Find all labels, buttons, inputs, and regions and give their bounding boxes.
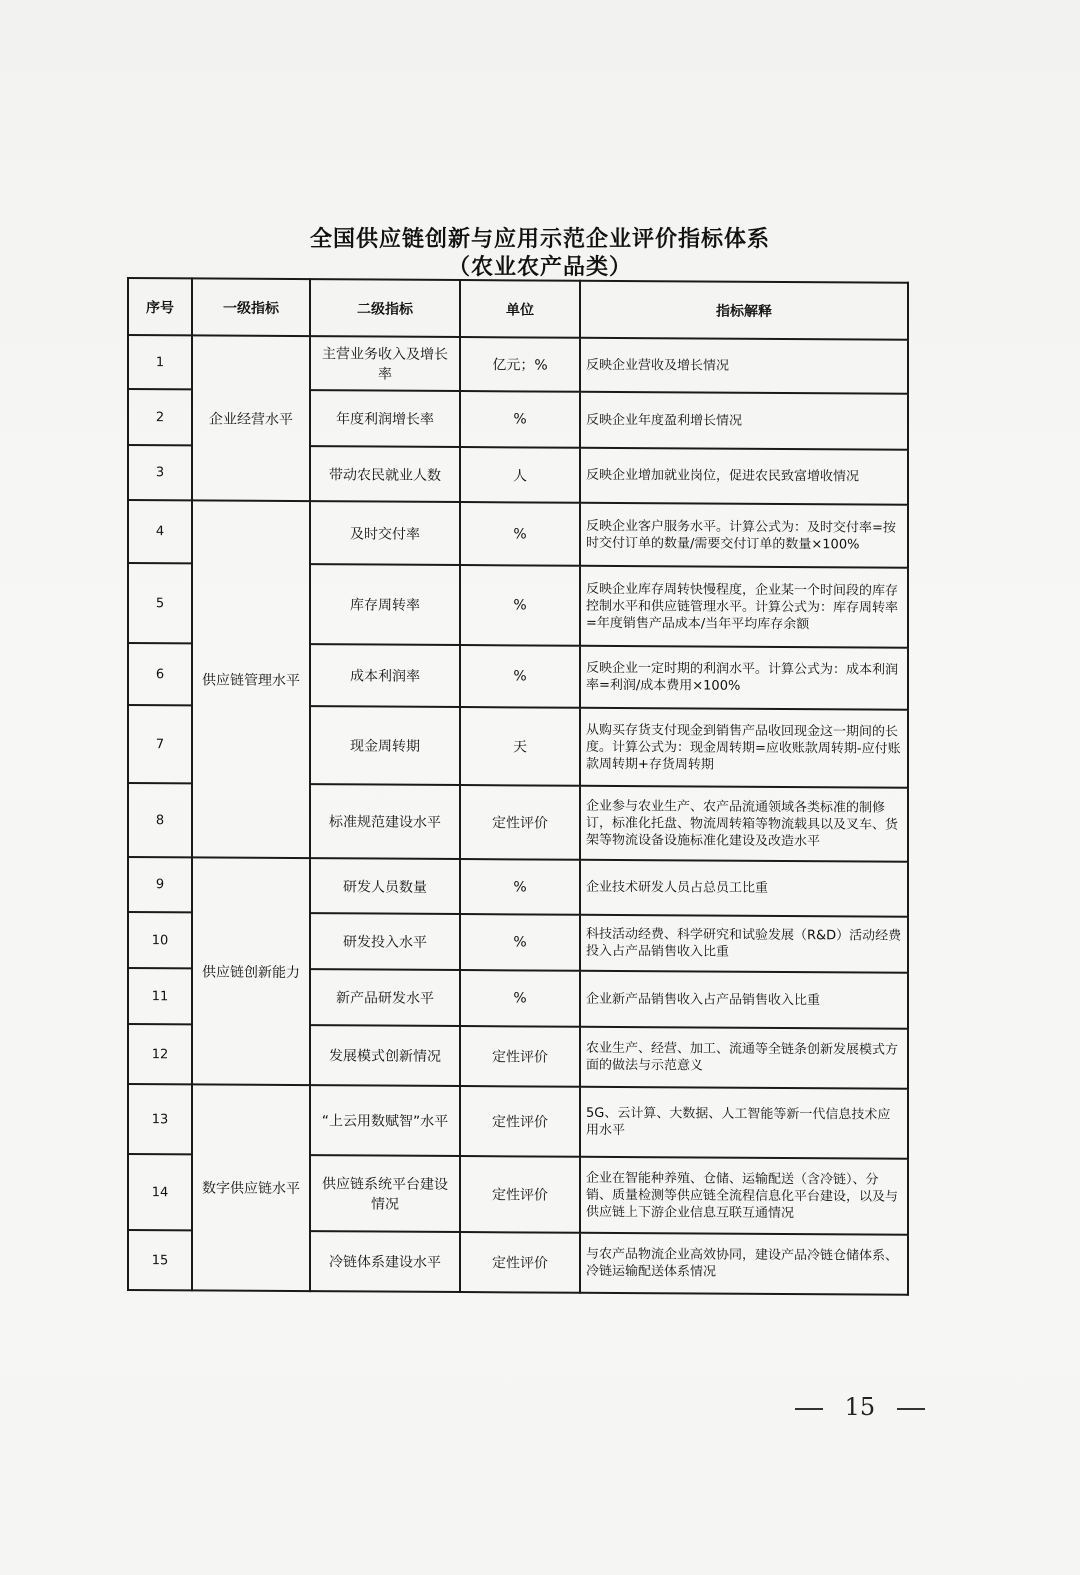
table-row [128, 500, 908, 568]
group-cell: 企业经营水平 [192, 335, 310, 501]
row-explanation: 企业新产品销售收入占产品销售收入比重 [580, 971, 908, 1029]
document-title: 全国供应链创新与应用示范企业评价指标体系 [309, 227, 770, 252]
row-unit: % [460, 914, 580, 971]
row-explanation: 企业技术研发人员占总员工比重 [580, 860, 908, 917]
header-explanation: 指标解释 [580, 281, 908, 340]
row-indicator: 成本利润率 [310, 644, 460, 707]
row-indicator: 新产品研发水平 [310, 969, 460, 1026]
row-explanation: 反映企业一定时期的利润水平。计算公式为：成本利润率=利润/成本费用×100% [580, 646, 908, 710]
row-no: 11 [128, 968, 192, 1024]
row-indicator: 年度利润增长率 [310, 390, 460, 447]
table-header-row [128, 278, 908, 340]
row-explanation: 与农产品物流企业高效协同，建设产品冷链仓储体系、冷链运输配送体系情况 [580, 1233, 908, 1295]
page-number [795, 1393, 925, 1421]
row-explanation: 反映企业客户服务水平。计算公式为：及时交付率=按时交付订单的数量/需要交付订单的数量×100% [580, 503, 908, 568]
header-no: 序号 [128, 278, 192, 335]
row-unit: 定性评价 [460, 1232, 580, 1293]
row-unit: 定性评价 [460, 785, 580, 860]
row-no: 1 [128, 335, 192, 389]
row-no: 7 [128, 705, 192, 783]
row-unit: 定性评价 [460, 1156, 580, 1233]
table-row [128, 1084, 908, 1159]
row-indicator: 研发投入水平 [310, 913, 460, 970]
row-unit: % [460, 645, 580, 708]
row-unit: 天 [460, 707, 580, 786]
row-explanation: 反映企业增加就业岗位，促进农民致富增收情况 [580, 448, 908, 505]
page-number-value: 15 [844, 1393, 876, 1421]
row-no: 6 [128, 643, 192, 705]
group-cell: 供应链创新能力 [192, 857, 310, 1085]
row-indicator: 带动农民就业人数 [310, 446, 460, 502]
row-explanation: 企业在智能种养殖、仓储、运输配送（含冷链）、分销、质量检测等供应链全流程信息化平台建设，以及与供应链上下游企业信息互联互通情况 [580, 1157, 908, 1235]
indicator-table [127, 277, 909, 1296]
row-no: 10 [128, 912, 192, 968]
row-unit: 定性评价 [460, 1086, 580, 1157]
row-indicator: “上云用数赋智”水平 [310, 1085, 460, 1156]
group-cell: 数字供应链水平 [192, 1084, 310, 1291]
row-explanation: 从购买存货支付现金到销售产品收回现金这一期间的长度。计算公式为：现金周转期=应收账款周转期-应付账款周转期+存货周转期 [580, 708, 908, 788]
row-explanation: 农业生产、经营、加工、流通等全链条创新发展模式方面的做法与示范意义 [580, 1027, 908, 1089]
row-unit: % [460, 391, 580, 448]
row-no: 12 [128, 1024, 192, 1084]
row-explanation: 反映企业营收及增长情况 [580, 338, 908, 394]
row-no: 14 [128, 1154, 192, 1230]
row-explanation: 5G、云计算、大数据、人工智能等新一代信息技术应用水平 [580, 1087, 908, 1159]
row-no: 4 [128, 500, 192, 563]
table-row [128, 857, 908, 917]
row-unit: 定性评价 [460, 1026, 580, 1087]
row-no: 3 [128, 445, 192, 500]
row-indicator: 主营业务收入及增长率 [310, 336, 460, 391]
row-explanation: 企业参与农业生产、农产品流通领域各类标准的制修订，标准化托盘、物流周转箱等物流载具以及叉车、货架等物流设备设施标准化建设及改造水平 [580, 786, 908, 862]
table-row [128, 335, 908, 394]
document-subtitle: （农业农产品类） [447, 255, 632, 280]
row-no: 9 [128, 857, 192, 912]
header-unit: 单位 [460, 280, 580, 338]
row-no: 15 [128, 1230, 192, 1290]
row-unit: % [460, 970, 580, 1027]
row-indicator: 冷链体系建设水平 [310, 1231, 460, 1292]
row-no: 8 [128, 783, 192, 857]
row-no: 2 [128, 389, 192, 445]
row-unit: % [460, 565, 580, 646]
page-number-left-dash [795, 1408, 823, 1410]
row-indicator: 发展模式创新情况 [310, 1025, 460, 1086]
row-indicator: 库存周转率 [310, 564, 460, 645]
row-unit: 亿元；% [460, 337, 580, 392]
row-no: 13 [128, 1084, 192, 1154]
header-level2: 二级指标 [310, 279, 460, 337]
group-cell: 供应链管理水平 [192, 500, 310, 858]
row-indicator: 供应链系统平台建设情况 [310, 1155, 460, 1232]
row-unit: % [460, 859, 580, 915]
row-indicator: 标准规范建设水平 [310, 784, 460, 859]
row-explanation: 反映企业库存周转快慢程度，企业某一个时间段的库存控制水平和供应链管理水平。计算公式为：库存周转率=年度销售产品成本/当年平均库存余额 [580, 566, 908, 648]
row-indicator: 现金周转期 [310, 706, 460, 785]
row-unit: 人 [460, 447, 580, 503]
page-number-right-dash [897, 1408, 925, 1410]
row-indicator: 及时交付率 [310, 501, 460, 565]
row-no: 5 [128, 563, 192, 643]
row-explanation: 科技活动经费、科学研究和试验发展（R&D）活动经费投入占产品销售收入比重 [580, 915, 908, 973]
header-level1: 一级指标 [192, 278, 310, 336]
row-unit: % [460, 502, 580, 566]
row-explanation: 反映企业年度盈利增长情况 [580, 392, 908, 450]
row-indicator: 研发人员数量 [310, 858, 460, 914]
